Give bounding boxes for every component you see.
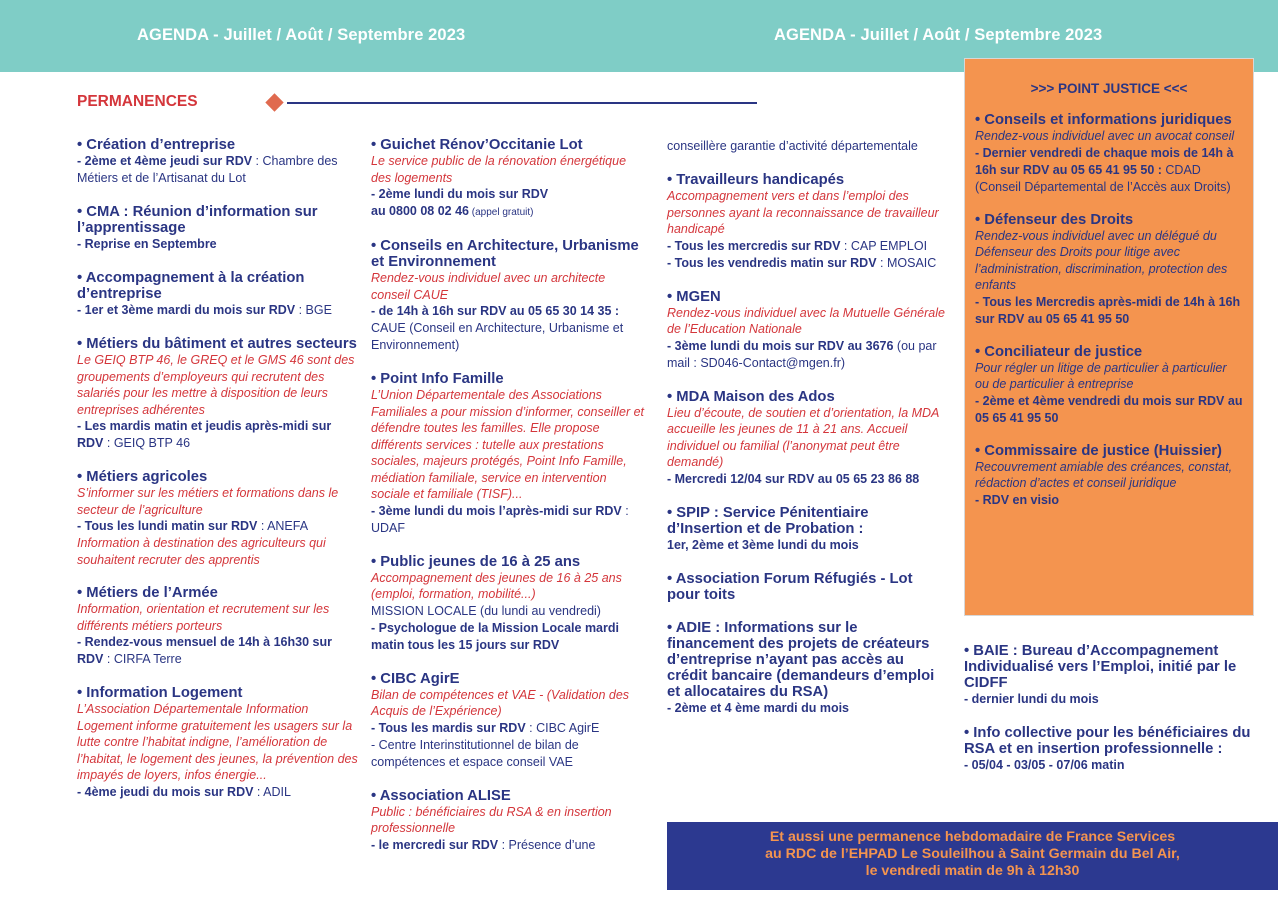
item-description: S’informer sur les métiers et formations dans le secteur de l’agriculture — [77, 486, 339, 517]
item-title: • CMA : Réunion d’information sur l’apprentissage — [77, 204, 318, 236]
list-item — [77, 137, 359, 187]
item-detail — [371, 503, 646, 537]
item-detail-bold: - Rendez-vous mensuel de 14h à 16h30 sur RDV — [77, 635, 332, 666]
list-item — [667, 505, 947, 554]
item-description: Lieu d’écoute, de soutien et d’orientation, la MDA accueille les jeunes de 11 à 21 ans. Accueil individuel ou familial (l’anonymat peut être demandé) — [667, 405, 939, 469]
item-detail-text: : CIBC AgirE — [525, 720, 600, 735]
item-title: • MGEN — [667, 288, 721, 305]
list-item — [77, 270, 359, 319]
item-detail-text: : Chambre des Métiers et de l’Artisanat du Lot — [77, 154, 338, 185]
item-detail — [975, 393, 1243, 427]
point-justice-box — [964, 58, 1254, 616]
item-description: Rendez-vous individuel avec un avocat conseil — [975, 129, 1235, 143]
item-title: • Information Logement — [77, 685, 243, 701]
list-item — [371, 238, 646, 354]
item-detail — [77, 236, 359, 253]
item-detail — [371, 603, 646, 620]
column-1 — [77, 137, 359, 818]
item-detail-note: (appel gratuit) — [469, 207, 534, 218]
item-detail-bold: - le mercredi sur RDV — [371, 837, 499, 852]
item-title: • CIBC AgirE — [371, 670, 460, 687]
list-item — [371, 788, 646, 854]
item-detail — [975, 145, 1243, 196]
item-description: Rendez-vous individuel avec un architecte conseil CAUE — [371, 271, 606, 302]
item-detail — [964, 691, 1254, 708]
list-item — [667, 138, 947, 155]
item-detail — [667, 138, 947, 155]
item-description: Information à destination des agriculteurs qui souhaitent recruter des apprentis — [77, 536, 326, 567]
list-item — [77, 469, 359, 568]
item-title: • Défenseur des Droits — [975, 211, 1134, 228]
list-item — [975, 344, 1243, 427]
item-title: • Info collective pour les bénéficiaires du RSA et en insertion professionnelle : — [964, 725, 1251, 757]
column-4 — [964, 643, 1254, 791]
item-title: • Accompagnement à la création d’entreprise — [77, 270, 305, 302]
item-detail-bold: - 3ème lundi du mois l’après-midi sur RDV — [371, 503, 622, 518]
list-item — [975, 212, 1243, 328]
list-item — [371, 554, 646, 654]
item-detail-bold: - Dernier vendredi de chaque mois de 14h à 16h sur RDV au 05 65 41 95 50 : — [975, 145, 1234, 177]
item-detail — [667, 338, 947, 372]
item-detail-bold: - 2ème et 4 ème mardi du mois — [667, 700, 850, 715]
list-item — [77, 204, 359, 253]
item-title: • Conseils en Architecture, Urbanisme et Environnement — [371, 238, 639, 270]
item-detail — [371, 186, 646, 203]
banner-line-2: au RDC de l’EHPAD Le Souleilhou à Saint Germain du Bel Air, — [765, 846, 1180, 862]
item-detail-bold: - Tous les mardis sur RDV — [371, 720, 526, 735]
item-description: Le service public de la rénovation énergétique des logements — [371, 154, 627, 185]
item-detail-text: (ou par mail : SD046-Contact@mgen.fr) — [667, 338, 937, 370]
item-detail-bold: - 05/04 - 03/05 - 07/06 matin — [964, 758, 1125, 772]
item-detail-text: : ANEFA — [257, 519, 309, 533]
point-justice-list — [975, 112, 1243, 509]
item-detail — [667, 255, 947, 272]
item-detail — [371, 303, 646, 354]
item-detail — [975, 492, 1243, 509]
item-detail-text: : BGE — [295, 303, 332, 317]
item-detail-text: MISSION LOCALE (du lundi au vendredi) — [371, 603, 601, 618]
header-title-left: AGENDA - Juillet / Août / Septembre 2023 — [137, 26, 466, 44]
item-detail-text: conseillère garantie d’activité départementale — [667, 139, 918, 153]
item-detail-bold: - Tous les vendredis matin sur RDV — [667, 255, 877, 270]
list-item — [371, 137, 646, 221]
item-detail-bold: - RDV en visio — [975, 492, 1060, 507]
item-detail-bold: - Mercredi 12/04 sur RDV au 05 65 23 86 88 — [667, 471, 920, 486]
item-detail — [975, 294, 1243, 328]
item-detail-bold: - Les mardis matin et jeudis après-midi sur RDV — [77, 419, 332, 450]
item-detail — [371, 737, 646, 771]
item-description: Le GEIQ BTP 46, le GREQ et le GMS 46 sont des groupements d’employeurs qui recrutent des salariés pour les mettre à disposition de leurs entreprises adhérentes — [77, 353, 355, 417]
list-item — [667, 389, 947, 488]
item-detail-bold: - 4ème jeudi du mois sur RDV — [77, 784, 254, 799]
item-title: • SPIP : Service Pénitentiaire d’Insertion et de Probation : — [667, 504, 869, 537]
item-detail — [667, 537, 947, 554]
item-detail — [77, 784, 359, 801]
item-detail — [371, 720, 646, 737]
item-description: Accompagnement vers et dans l’emploi des personnes ayant la reconnaissance de travailleur handicapé — [667, 189, 939, 236]
item-detail — [371, 203, 646, 221]
item-description: Information, orientation et recrutement sur les différents métiers porteurs — [77, 602, 330, 633]
item-title: • Conseils et informations juridiques — [975, 112, 1232, 128]
item-detail — [77, 153, 359, 187]
item-description: Rendez-vous individuel avec un délégué du Défenseur des Droits pour litige avec l’administration, discrimination, protection des enfants — [975, 228, 1228, 292]
list-item — [371, 371, 646, 537]
list-item — [667, 289, 947, 372]
item-description: Pour régler un litige de particulier à particulier ou de particulier à entreprise — [975, 360, 1227, 391]
item-detail-text: : MOSAIC — [876, 255, 937, 270]
list-item — [77, 336, 359, 452]
item-detail-bold: 1er, 2ème et 3ème lundi du mois — [667, 537, 859, 552]
item-detail-bold: au 0800 08 02 46 — [371, 204, 469, 218]
item-detail-bold: - Tous les lundi matin sur RDV — [77, 519, 258, 533]
banner-line-3: le vendredi matin de 9h à 12h30 — [865, 863, 1080, 879]
item-detail — [964, 757, 1254, 774]
item-description: L’Association Départementale Information Logement informe gratuitement les usagers sur la lutte contre l’habitat indigne, l’amélioration de l’habitat, le logement des jeunes, la prévention des impayés de loyers, infos énergie... — [77, 702, 358, 782]
list-item — [975, 112, 1243, 196]
item-detail-bold: - Tous les Mercredis après-midi de 14h à 16h sur RDV au 05 65 41 95 50 — [975, 294, 1241, 326]
item-title: • ADIE : Informations sur le financement des projets de créateurs d’entreprise n’ayant pas accès au crédit bancaire (demandeurs d’emploi et allocataires du RSA) — [667, 619, 935, 700]
list-item — [667, 620, 947, 717]
item-detail-bold: - 2ème et 4ème vendredi du mois sur RDV au 05 65 41 95 50 — [975, 393, 1243, 425]
item-detail — [77, 418, 359, 452]
item-title: • Commissaire de justice (Huissier) — [975, 442, 1222, 459]
list-item — [77, 685, 359, 801]
item-detail-text: - Centre Interinstitutionnel de bilan de compétences et espace conseil VAE — [371, 737, 579, 769]
item-detail-bold: - dernier lundi du mois — [964, 692, 1099, 706]
column-2 — [371, 137, 646, 871]
item-title: • Métiers du bâtiment et autres secteurs — [77, 336, 357, 352]
item-title: • Métiers agricoles — [77, 469, 208, 485]
item-title: • Travailleurs handicapés — [667, 172, 845, 188]
item-detail — [667, 471, 947, 488]
item-detail-text: CAUE (Conseil en Architecture, Urbanisme et Environnement) — [371, 321, 624, 352]
item-detail-text: CDAD (Conseil Départemental de l’Accès aux Droits) — [975, 162, 1231, 194]
list-item — [964, 725, 1254, 774]
column-3 — [667, 138, 947, 734]
item-detail — [77, 518, 359, 535]
item-detail-text: : ADIL — [253, 784, 291, 799]
item-title: • MDA Maison des Ados — [667, 388, 835, 405]
item-detail-bold: - 2ème lundi du mois sur RDV — [371, 187, 549, 201]
item-detail-text: : GEIQ BTP 46 — [103, 436, 191, 450]
item-description: Recouvrement amiable des créances, constat, rédaction d’actes et conseil juridique — [975, 459, 1233, 490]
item-description: Rendez-vous individuel avec la Mutuelle Générale de l’Education Nationale — [667, 305, 945, 336]
item-detail-bold: - Psychologue de la Mission Locale mardi matin tous les 15 jours sur RDV — [371, 620, 619, 652]
item-detail-bold: - 2ème et 4ème jeudi sur RDV — [77, 154, 253, 168]
item-detail-text: : UDAF — [371, 503, 629, 535]
list-item — [371, 671, 646, 771]
item-title: • Association ALISE — [371, 787, 511, 804]
section-title: PERMANENCES — [77, 93, 198, 110]
point-justice-title: >>> POINT JUSTICE <<< — [1030, 81, 1188, 96]
list-item — [667, 571, 947, 603]
list-item — [667, 172, 947, 272]
banner-line-1: Et aussi une permanence hebdomadaire de France Services — [769, 829, 1176, 845]
item-detail — [667, 700, 947, 717]
item-detail — [667, 238, 947, 255]
item-title: • Métiers de l’Armée — [77, 585, 218, 601]
item-title: • Public jeunes de 16 à 25 ans — [371, 553, 581, 570]
item-detail — [77, 634, 359, 668]
divider — [287, 102, 757, 104]
item-title: • Association Forum Réfugiés - Lot pour toits — [667, 570, 913, 603]
item-title: • Point Info Famille — [371, 371, 504, 387]
header-title-right: AGENDA - Juillet / Août / Septembre 2023 — [774, 26, 1103, 44]
diamond-icon — [265, 93, 283, 111]
item-detail-bold: - de 14h à 16h sur RDV au 05 65 30 14 35 : — [371, 304, 620, 318]
item-detail-text: : Présence d’une — [498, 837, 596, 852]
item-detail-bold: - 1er et 3ème mardi du mois sur RDV — [77, 303, 296, 317]
item-title: • Conciliateur de justice — [975, 343, 1143, 360]
item-title: • Guichet Rénov’Occitanie Lot — [371, 137, 583, 153]
item-detail — [371, 837, 646, 854]
item-detail-bold: - 3ème lundi du mois sur RDV au 3676 — [667, 338, 894, 353]
list-item — [964, 643, 1254, 708]
item-description: L’Union Départementale des Associations Familiales a pour mission d’informer, conseiller et défendre toutes les familles. Elle propose différents services : tutelle aux prestations sociales, majeurs protégés, Point Info Famille, médiation familiale, service en intervention sociale et familiale (TISF)... — [371, 388, 645, 501]
item-description: Accompagnement des jeunes de 16 à 25 ans (emploi, formation, mobilité...) — [371, 570, 622, 601]
item-detail-text: : CIRFA Terre — [103, 652, 182, 666]
item-detail — [371, 620, 646, 654]
item-description: Public : bénéficiaires du RSA & en insertion professionnelle — [371, 804, 612, 835]
france-services-banner — [667, 822, 1278, 890]
list-item — [77, 585, 359, 668]
item-detail-bold: - Tous les mercredis sur RDV — [667, 238, 841, 253]
item-title: • Création d’entreprise — [77, 137, 236, 153]
item-description: Bilan de compétences et VAE - (Validation des Acquis de l’Expérience) — [371, 687, 630, 718]
item-title: • BAIE : Bureau d’Accompagnement Individualisé vers l’Emploi, initié par le CIDFF — [964, 643, 1237, 691]
item-detail-text: : CAP EMPLOI — [840, 238, 928, 253]
item-detail-bold: - Reprise en Septembre — [77, 237, 217, 251]
list-item — [975, 443, 1243, 509]
item-detail — [77, 302, 359, 319]
